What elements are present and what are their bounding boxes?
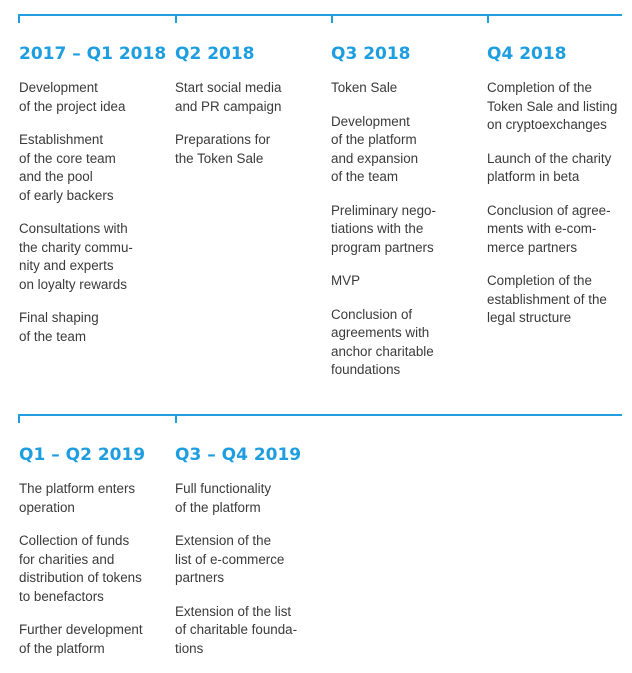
roadmap-column-q4-2018 [487,43,629,343]
timeline-tick [175,414,177,423]
timeline-line-top [18,14,622,16]
milestone-item: Completion of the establishment of the legal structure [487,273,607,325]
milestone-item: Preliminary nego- tiations with the program partners [331,202,436,255]
column-title: Q2 2018 [175,44,255,64]
milestone-item: Final shaping of the team [19,310,99,344]
milestone-item: Full functionality of the platform [175,481,272,515]
timeline-tick [18,414,20,423]
column-title: 2017 – Q1 2018 [19,44,167,64]
roadmap-column-q2-2018 [175,43,325,183]
milestone-item: Start social media and PR campaign [175,80,282,114]
milestone-item: The platform enters operation [19,481,136,515]
milestone-item: Development of the platform and expansion of the team [331,113,419,184]
milestone-item: Conclusion of agree- ments with e-com- merce partners [487,202,611,255]
milestone-item: Collection of funds for charities and distribution of tokens to benefactors [19,533,142,604]
milestone-item: Extension of the list of e-commerce partners [175,533,285,585]
roadmap-column-q1-q2-2019 [19,444,169,673]
column-title: Q3 – Q4 2019 [175,445,302,465]
timeline-tick [331,14,333,23]
milestone-item: Launch of the charity platform in beta [487,150,612,184]
column-title: Q1 – Q2 2019 [19,445,146,465]
milestone-item: Preparations for the Token Sale [175,132,271,166]
milestone-item: Completion of the Token Sale and listing on cryptoexchanges [487,80,618,132]
roadmap-column-q3-2018 [331,43,481,395]
milestone-item: Conclusion of agreements with anchor charitable foundations [331,306,434,377]
roadmap-column-q3-q4-2019 [175,444,325,673]
column-title: Q3 2018 [331,44,411,64]
timeline-tick [487,14,489,23]
milestone-item: Token Sale [331,80,398,95]
timeline-tick [18,14,20,23]
column-title: Q4 2018 [487,44,567,64]
milestone-item: Further development of the platform [19,622,143,656]
milestone-item: Establishment of the core team and the pool of early backers [19,132,116,203]
milestone-item: Consultations with the charity commu- nity and experts on loyalty rewards [19,221,133,292]
roadmap-column-2017-q1-2018 [19,43,169,361]
milestone-item: Development of the project idea [19,80,126,114]
timeline-tick [175,14,177,23]
timeline-line-bottom [18,414,622,416]
milestone-item: MVP [331,273,361,288]
milestone-item: Extension of the list of charitable founda- tions [175,603,298,656]
